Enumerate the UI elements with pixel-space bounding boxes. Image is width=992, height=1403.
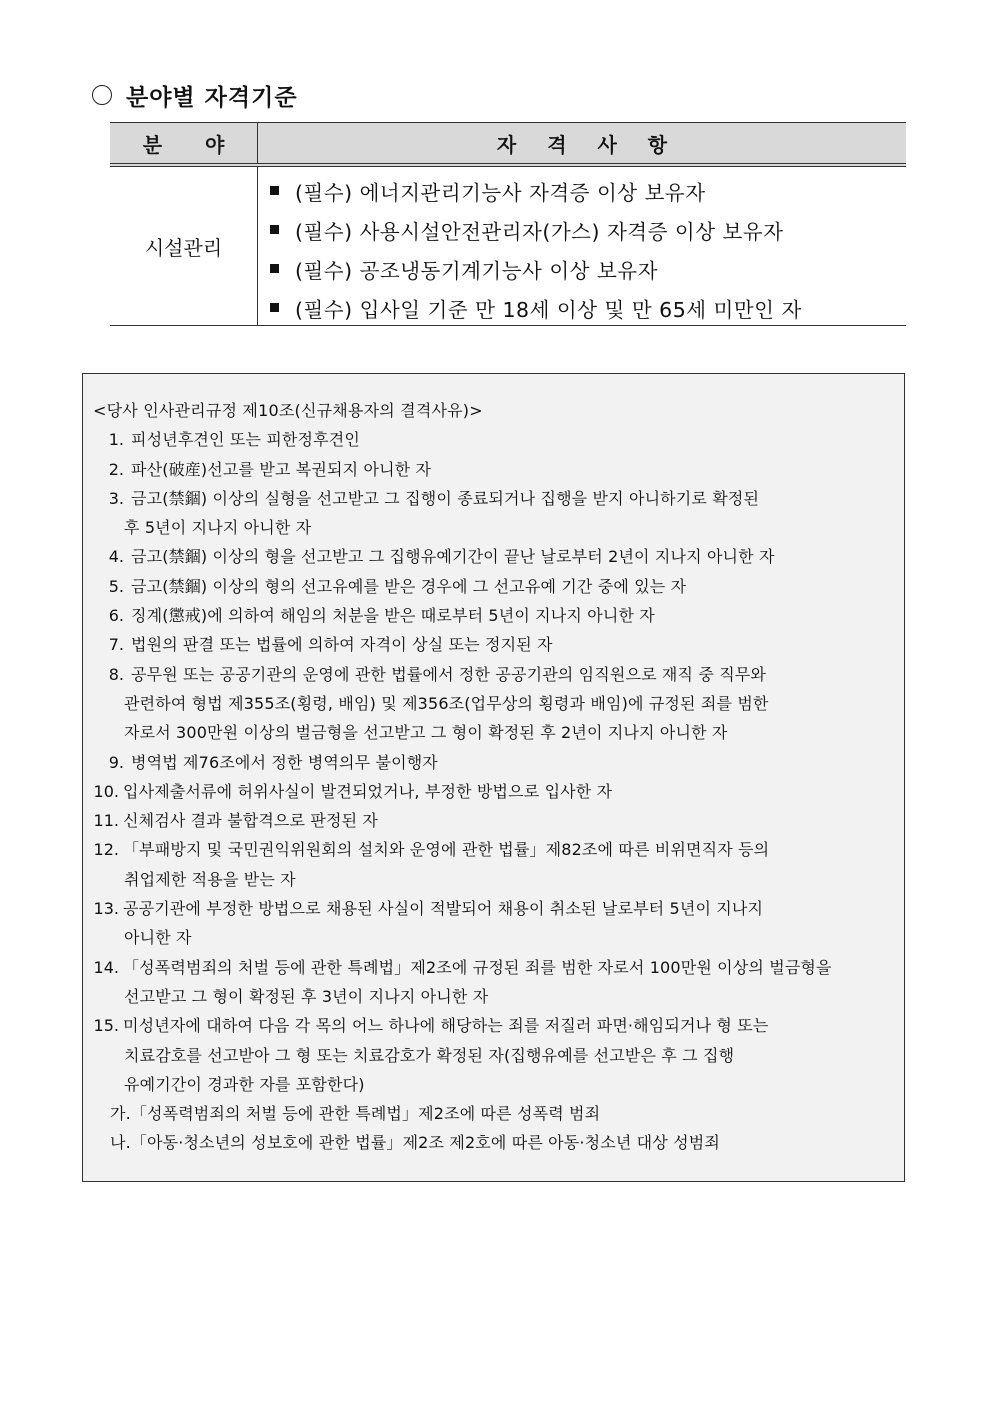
requirement-text: (필수) 입사일 기준 만 18세 이상 및 만 65세 미만인 자 xyxy=(295,297,802,322)
item-text: 금고(禁錮) 이상의 실형을 선고받고 그 집행이 종료되거나 집행을 받지 아니하기로 확정된 xyxy=(131,488,760,508)
requirement-text: (필수) 에너지관리기능사 자격증 이상 보유자 xyxy=(295,180,706,205)
list-item xyxy=(93,425,898,454)
item-number: 14. xyxy=(93,957,119,977)
item-number: 5. xyxy=(108,576,124,596)
requirement-item xyxy=(270,171,906,210)
item-text: 「성폭력범죄의 처벌 등에 관한 특례법」제2조에 규정된 죄를 범한 자로서 100만원 이상의 벌금형을 xyxy=(123,957,832,977)
notice-title: <당사 인사관리규정 제10조(신규채용자의 결격사유)> xyxy=(93,401,483,420)
item-number: 13. xyxy=(93,899,119,919)
item-text: 징계(懲戒)에 의하여 해임의 처분을 받은 때로부터 5년이 지나지 아니한 자 xyxy=(131,606,655,626)
item-number: 7. xyxy=(108,635,124,655)
list-item xyxy=(93,572,898,601)
notice-content xyxy=(93,396,898,1158)
item-number: 8. xyxy=(108,664,124,684)
item-number: 1. xyxy=(108,430,124,450)
item-text: 공무원 또는 공공기관의 운영에 관한 법률에서 정한 공공기관의 임직원으로 재직 중 직무와 xyxy=(131,664,767,684)
circle-icon xyxy=(92,85,112,105)
item-text: 금고(禁錮) 이상의 형의 선고유예를 받은 경우에 그 선고유예 기간 중에 있는 자 xyxy=(131,576,687,596)
item-text: 미성년자에 대하여 다음 각 목의 어느 하나에 해당하는 죄를 저질러 파면·해임되거나 형 또는 xyxy=(123,1016,769,1036)
item-text-continued: 취업제한 적용을 받는 자 xyxy=(124,869,296,889)
item-number: 2. xyxy=(108,459,124,479)
square-bullet-icon xyxy=(270,303,279,312)
sub-item: 나.「아동·청소년의 성보호에 관한 법률」제2조 제2호에 따른 아동·청소년 대상 성범죄 xyxy=(110,1133,720,1153)
item-number: 11. xyxy=(93,811,119,831)
list-item xyxy=(93,1011,898,1040)
list-item xyxy=(93,484,898,513)
item-text: 병역법 제76조에서 정한 병역의무 불이행자 xyxy=(131,752,438,772)
item-text-continued: 치료감호를 선고받아 그 형 또는 치료감호가 확정된 자(집행유예를 선고받은 후 그 집행 xyxy=(124,1045,735,1065)
list-item xyxy=(93,630,898,659)
square-bullet-icon xyxy=(270,264,279,273)
item-text-continued: 후 5년이 지나지 아니한 자 xyxy=(124,518,312,538)
item-text: 피성년후견인 또는 피한정후견인 xyxy=(131,430,360,450)
field-cell: 시설관리 xyxy=(110,167,258,325)
list-item xyxy=(93,601,898,630)
table-row xyxy=(110,167,906,326)
qualification-table xyxy=(110,122,906,326)
item-text: 공공기관에 부정한 방법으로 채용된 사실이 적발되어 채용이 취소된 날로부터 5년이 지나지 xyxy=(123,899,764,919)
sub-item: 가.「성폭력범죄의 처벌 등에 관한 특례법」제2조에 따른 성폭력 범죄 xyxy=(110,1104,601,1124)
list-item xyxy=(93,835,898,864)
item-number: 12. xyxy=(93,840,119,860)
item-text-continued: 아니한 자 xyxy=(124,928,192,948)
list-item xyxy=(93,806,898,835)
square-bullet-icon xyxy=(270,225,279,234)
item-number: 3. xyxy=(108,488,124,508)
list-item xyxy=(93,777,898,806)
table-header xyxy=(110,122,906,167)
requirement-text: (필수) 사용시설안전관리자(가스) 자격증 이상 보유자 xyxy=(295,219,784,244)
item-text-continued: 유예기간이 경과한 자를 포함한다) xyxy=(124,1074,365,1094)
list-item xyxy=(93,542,898,571)
item-text: 금고(禁錮) 이상의 형을 선고받고 그 집행유예기간이 끝난 날로부터 2년이 지나지 아니한 자 xyxy=(131,547,775,567)
item-number: 4. xyxy=(108,547,124,567)
item-number: 10. xyxy=(93,781,119,801)
square-bullet-icon xyxy=(270,186,279,195)
item-text: 입사제출서류에 허위사실이 발견되었거나, 부정한 방법으로 입사한 자 xyxy=(123,781,613,801)
requirement-item xyxy=(270,288,906,327)
item-text: 「부패방지 및 국민권익위원회의 설치와 운영에 관한 법률」제82조에 따른 비위면직자 등의 xyxy=(123,840,770,860)
disqualification-notice-box xyxy=(82,373,905,1182)
requirement-item xyxy=(270,210,906,249)
section-heading xyxy=(92,78,298,112)
item-text: 법원의 판결 또는 법률에 의하여 자격이 상실 또는 정지된 자 xyxy=(131,635,553,655)
item-text-continued: 선고받고 그 형이 확정된 후 3년이 지나지 아니한 자 xyxy=(124,986,489,1006)
item-text-continued: 관련하여 형법 제355조(횡령, 배임) 및 제356조(업무상의 횡령과 배임)에 규정된 죄를 범한 xyxy=(124,693,769,713)
item-number: 6. xyxy=(108,606,124,626)
header-field: 분 야 xyxy=(110,123,258,163)
header-qualification: 자 격 사 항 xyxy=(496,132,680,157)
requirements-cell xyxy=(258,167,906,325)
list-item xyxy=(93,660,898,689)
item-text: 파산(破産)선고를 받고 복권되지 아니한 자 xyxy=(131,459,432,479)
requirement-item xyxy=(270,249,906,288)
list-item xyxy=(93,748,898,777)
section-title: 분야별 자격기준 xyxy=(126,83,298,111)
requirement-text: (필수) 공조냉동기계기능사 이상 보유자 xyxy=(295,258,658,283)
item-text-continued: 자로서 300만원 이상의 벌금형을 선고받고 그 형이 확정된 후 2년이 지나지 아니한 자 xyxy=(124,723,728,743)
list-item xyxy=(93,894,898,923)
item-number: 9. xyxy=(108,752,124,772)
item-number: 15. xyxy=(93,1016,119,1036)
list-item xyxy=(93,455,898,484)
item-text: 신체검사 결과 불합격으로 판정된 자 xyxy=(123,811,379,831)
list-item xyxy=(93,953,898,982)
